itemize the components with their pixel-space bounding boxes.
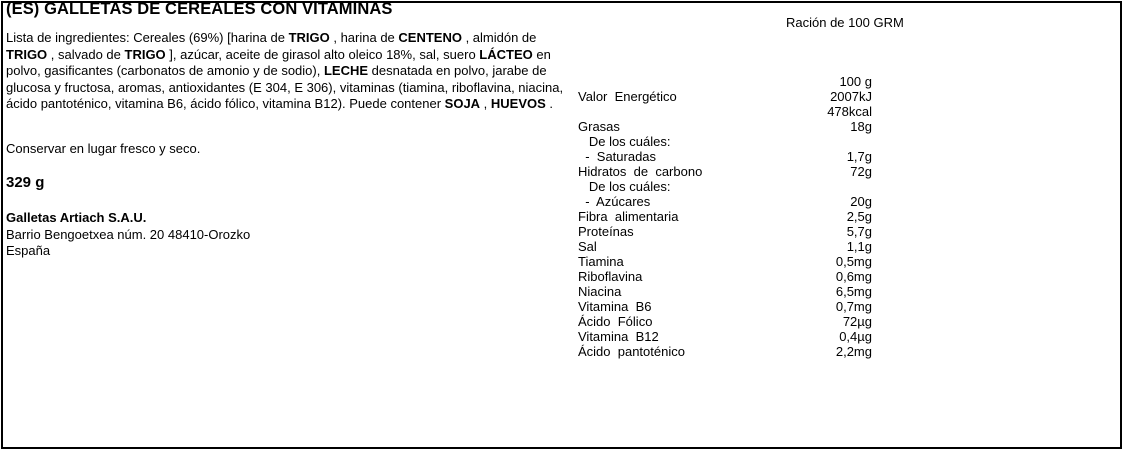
nutrient-label: Sal bbox=[578, 239, 597, 254]
nutrient-label: Niacina bbox=[578, 284, 622, 299]
nutrient-label: Hidratos de carbono bbox=[578, 164, 703, 179]
nutrient-value: 2007kJ bbox=[830, 89, 872, 104]
nutrient-value: 0,7mg bbox=[835, 299, 872, 314]
nutrient-label: Vitamina B12 bbox=[578, 329, 659, 344]
ingredient-text: Lista de ingredientes: Cereales (69%) [harina de bbox=[6, 30, 289, 45]
allergen-text: HUEVOS bbox=[490, 96, 546, 111]
nutrient-label: Vitamina B6 bbox=[578, 299, 652, 314]
nutrient-label: Tiamina bbox=[578, 254, 624, 269]
allergen-text: LÁCTEO bbox=[479, 46, 533, 62]
allergen-text: SOJA bbox=[444, 96, 481, 111]
nutrient-label: Valor Energético bbox=[578, 89, 677, 104]
nutrient-label: - Saturadas bbox=[578, 149, 657, 164]
nutrient-value: 478kcal bbox=[827, 104, 872, 119]
nutrition-row bbox=[578, 269, 1098, 284]
nutrition-row bbox=[578, 299, 1098, 314]
nutrient-label: - Azúcares bbox=[578, 194, 651, 209]
allergen-text: LECHE bbox=[323, 63, 369, 78]
nutrient-value: 2,5g bbox=[846, 209, 872, 224]
nutrition-row bbox=[578, 239, 1098, 254]
ingredient-text: , harina de bbox=[329, 30, 399, 45]
allergen-text: TRIGO bbox=[288, 30, 330, 45]
nutrition-row bbox=[578, 254, 1098, 269]
nutrient-label: Proteínas bbox=[578, 224, 634, 239]
nutrient-label: Riboflavina bbox=[578, 269, 643, 284]
nutrient-value: 5,7g bbox=[846, 224, 872, 239]
ingredient-text: , bbox=[480, 96, 491, 111]
nutrition-row bbox=[578, 104, 1098, 119]
net-weight: 329 g bbox=[6, 174, 45, 191]
ingredients-block bbox=[6, 30, 566, 113]
allergen-text: TRIGO bbox=[124, 46, 166, 62]
nutrient-value: 100 g bbox=[839, 74, 872, 89]
nutrition-row bbox=[578, 179, 1098, 194]
nutrient-label: Ácido pantoténico bbox=[578, 344, 685, 359]
company-info bbox=[6, 210, 250, 260]
nutrient-value: 0,5mg bbox=[835, 254, 872, 269]
ingredients-list bbox=[6, 30, 566, 113]
nutrient-value: 72µg bbox=[842, 314, 872, 329]
nutrition-row bbox=[578, 134, 1098, 149]
nutrition-row bbox=[578, 149, 1098, 164]
ingredient-text: . bbox=[545, 96, 554, 111]
ingredient-text: ], azúcar, aceite de girasol alto oleico 18%, sal, suero bbox=[165, 46, 480, 62]
company-country: España bbox=[6, 243, 51, 258]
nutrition-row bbox=[578, 209, 1098, 224]
nutrient-label: De los cuáles: bbox=[578, 134, 671, 149]
company-address: Barrio Bengoetxea núm. 20 48410-Orozko bbox=[6, 226, 251, 242]
nutrition-row bbox=[578, 314, 1098, 329]
nutrition-row bbox=[578, 344, 1098, 359]
nutrient-value: 1,1g bbox=[846, 239, 872, 254]
nutrient-label: De los cuáles: bbox=[578, 179, 671, 194]
nutrient-value: 6,5mg bbox=[835, 284, 872, 299]
portion-header: Ración de 100 GRM bbox=[786, 15, 904, 30]
nutrition-row bbox=[578, 74, 1098, 89]
nutrient-value: 18g bbox=[850, 119, 872, 134]
ingredient-text: , salvado de bbox=[47, 46, 125, 62]
nutrient-value: 72g bbox=[850, 164, 872, 179]
allergen-text: TRIGO bbox=[6, 46, 48, 62]
storage-instructions: Conservar en lugar fresco y seco. bbox=[6, 141, 201, 156]
nutrition-row bbox=[578, 194, 1098, 209]
company-name: Galletas Artiach S.A.U. bbox=[6, 210, 147, 225]
ingredient-text: en polvo, gasificantes (carbonatos de amonio y de sodio), bbox=[6, 46, 551, 78]
nutrient-label: Ácido Fólico bbox=[578, 314, 653, 329]
ingredient-text: , almidón de bbox=[461, 30, 537, 45]
ingredient-text: desnatada en polvo, jarabe de glucosa y fructosa, aromas, antioxidantes (E 304, E 306), vitaminas (tiamina, riboflavina, niacina, ácido pantoténico, vitamina B6, ácido fólico, vitamina B12). Puede contener bbox=[6, 63, 564, 111]
nutrient-label: Fibra alimentaria bbox=[578, 209, 679, 224]
nutrition-row bbox=[578, 119, 1098, 134]
nutrient-label: Grasas bbox=[578, 119, 620, 134]
product-title: (ES) GALLETAS DE CEREALES CON VITAMINAS bbox=[6, 0, 393, 18]
nutrition-row bbox=[578, 164, 1098, 179]
nutrient-value: 0,6mg bbox=[835, 269, 872, 284]
allergen-text: CENTENO bbox=[398, 30, 462, 45]
nutrition-row bbox=[578, 89, 1098, 104]
nutrient-value: 1,7g bbox=[846, 149, 872, 164]
nutrition-row bbox=[578, 224, 1098, 239]
nutrient-value: 20g bbox=[850, 194, 872, 209]
nutrient-value: 0,4µg bbox=[839, 329, 872, 344]
nutrition-row bbox=[578, 284, 1098, 299]
nutrient-value: 2,2mg bbox=[835, 344, 872, 359]
nutrition-row bbox=[578, 329, 1098, 344]
